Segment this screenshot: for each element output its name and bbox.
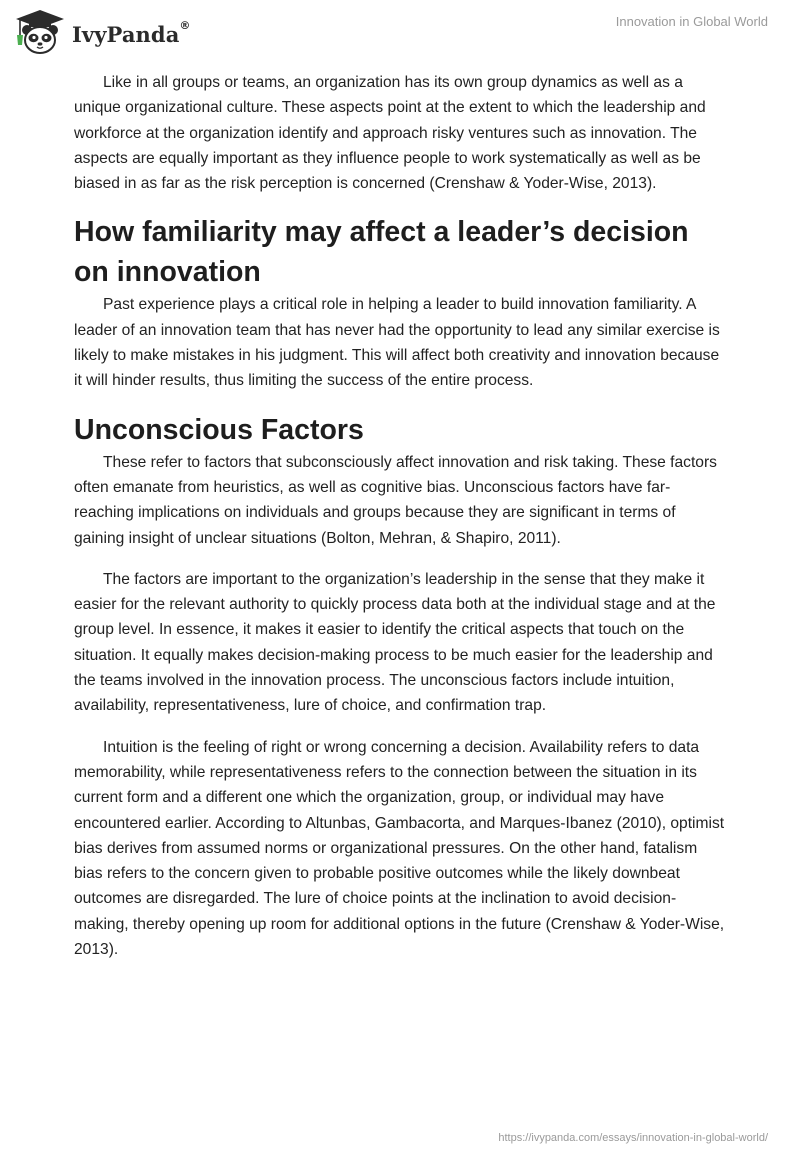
section-heading-unconscious: Unconscious Factors: [74, 413, 364, 446]
familiarity-paragraph: Past experience plays a critical role in helping a leader to build innovation familiarity. A leader of an innovation team that has never had the opportunity to lead any similar exercise is likely to make mistakes in his judgment. This will affect both creativity and innovation because it will hinder results, thus limiting the success of the entire process.: [74, 296, 720, 390]
unconscious-paragraph: Intuition is the feeling of right or wrong concerning a decision. Availability refers to data memorability, while representativeness refers to the connection between the situation in its current form and a different one which the organization, group, or individual may have encountered earlier. According to Altunbas, Gambacorta, and Marques-Ibanez (2010), optimist bias derives from assumed norms or organizational pressures. On the other hand, fatalism bias refers to the concern given to probable positive outcomes while the likely downbeat outcomes are disregarded. The lure of choice points at the inclination to avoid decision-making, thereby opening up room for additional options in the future (Crenshaw & Yoder-Wise, 2013).: [74, 738, 725, 959]
document-title: Innovation in Global World: [615, 14, 768, 29]
section-heading-familiarity: How familiarity may affect a leader’s decision on innovation: [74, 216, 689, 289]
unconscious-paragraph: The factors are important to the organization’s leadership in the sense that they make it easier for the relevant authority to quickly process data both at the individual stage and at the group level. In essence, it makes it easier to identify the critical aspects that touch on the situation. It equally makes decision-making process to be much easier for the leadership and the teams involved in the innovation process. The unconscious factors include intuition, availability, representativeness, lure of choice, and confirmation trap.: [74, 570, 716, 715]
page-header: [0, 0, 800, 70]
ivypanda-logo[interactable]: [14, 8, 191, 58]
intro-paragraph: Like in all groups or teams, an organization has its own group dynamics as well as a unique organizational culture. These aspects point at the extent to which the leadership and workforce at the organization identify and approach risky ventures such as innovation. The aspects are equally important as they influence people to work systematically as well as be biased in as far as the risk perception is concerned (Crenshaw & Yoder-Wise, 2013).: [74, 74, 706, 193]
source-url-link[interactable]: https://ivypanda.com/essays/innovation-in-global-world/: [498, 1132, 768, 1144]
panda-graduate-icon: [14, 8, 66, 58]
logo-wordmark: IvyPanda®: [72, 18, 191, 47]
article-body: [74, 70, 728, 978]
unconscious-paragraph: These refer to factors that subconsciously affect innovation and risk taking. These factors often emanate from heuristics, as well as cognitive bias. Unconscious factors have far-reaching implications on individuals and groups because they are significant in terms of gaining insight of unclear situations (Bolton, Mehran, & Shapiro, 2011).: [74, 453, 717, 547]
